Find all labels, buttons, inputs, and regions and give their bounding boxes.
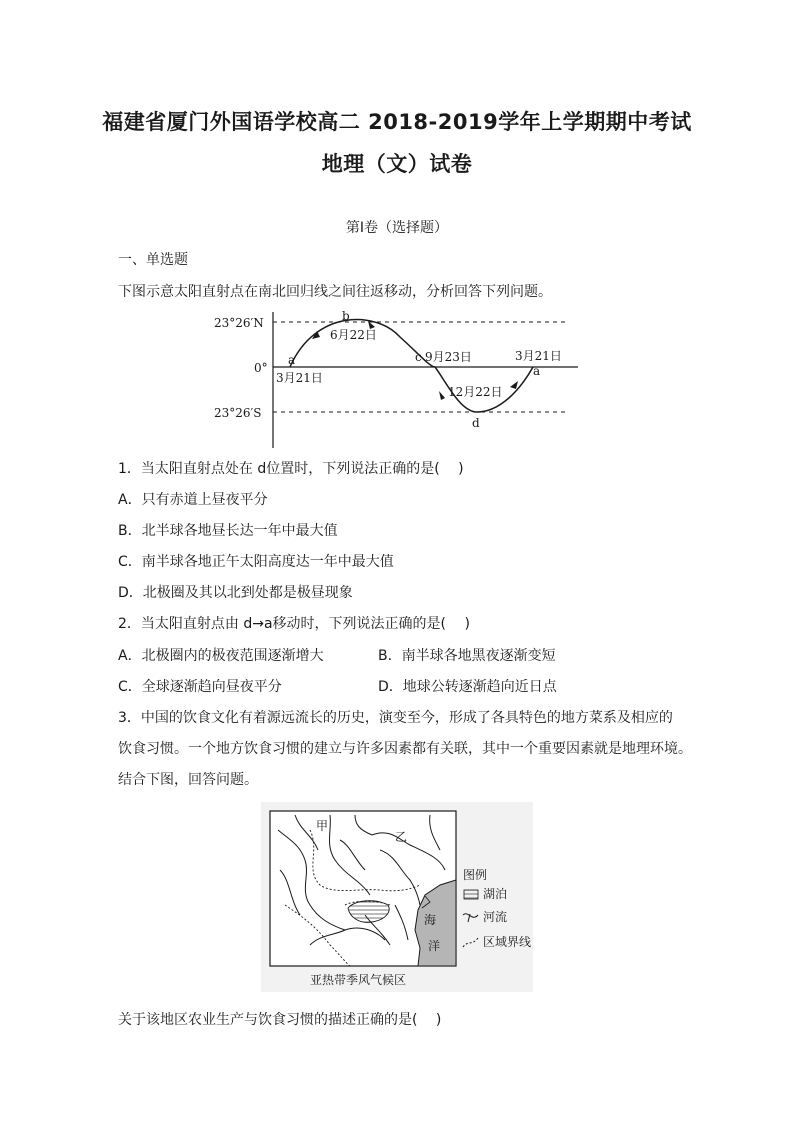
legend-river-label: 河流 xyxy=(483,910,508,924)
q1-option-b: B．北半球各地昼长达一年中最大值 xyxy=(118,523,338,539)
q2-option-a: A．北极圈内的极夜范围逐渐增大 xyxy=(118,648,324,664)
date-c-label: 9月23日 xyxy=(425,350,472,364)
legend-lake-icon xyxy=(464,890,478,899)
q1-option-a: A．只有赤道上昼夜平分 xyxy=(118,492,268,508)
point-d-label: d xyxy=(472,416,480,430)
part-title: 一、单选题 xyxy=(118,252,188,268)
legend-lake-label: 湖泊 xyxy=(483,887,508,901)
region-yi-label: 乙 xyxy=(395,830,408,844)
date-a-label: 3月21日 xyxy=(276,371,323,385)
q2-option-c: C．全球逐渐趋向昼夜平分 xyxy=(118,679,282,695)
date-d-label: 12月22日 xyxy=(448,385,503,399)
q2-stem: 2．当太阳直射点由 d→a移动时，下列说法正确的是( ) xyxy=(118,616,470,632)
q2-option-d: D．地球公转逐渐趋向近日点 xyxy=(378,679,557,695)
lat-zero-label: 0° xyxy=(254,361,268,375)
date-a2-label: 3月21日 xyxy=(515,349,562,363)
exam-subtitle: 地理（文）试卷 xyxy=(321,152,473,176)
sea-label-1: 海 xyxy=(424,913,437,927)
exam-title: 福建省厦门外国语学校高二 2018-2019学年上学期期中考试 xyxy=(102,110,692,134)
region-jia-label: 甲 xyxy=(316,819,329,833)
q1-option-c: C．南半球各地正午太阳高度达一年中最大值 xyxy=(118,554,394,570)
lat-north-label: 23°26′N xyxy=(214,316,264,330)
point-a2-label: a xyxy=(533,364,541,378)
q1-option-d: D．北极圈及其以北到处都是极昼现象 xyxy=(118,585,353,601)
point-b-label: b xyxy=(342,309,350,323)
q1-stem: 1．当太阳直射点处在 d位置时，下列说法正确的是( ) xyxy=(118,461,464,477)
map-caption: 亚热带季风气候区 xyxy=(310,973,407,987)
point-a-label: a xyxy=(288,353,296,367)
section-title: 第Ⅰ卷（选择题） xyxy=(345,220,449,236)
q2-option-b: B．南半球各地黑夜逐渐变短 xyxy=(378,648,556,664)
point-c-label: c xyxy=(415,350,422,364)
date-b-label: 6月22日 xyxy=(330,328,377,342)
q3-question: 关于该地区农业生产与饮食习惯的描述正确的是( ) xyxy=(118,1012,442,1028)
intro-text: 下图示意太阳直射点在南北回归线之间往返移动，分析回答下列问题。 xyxy=(118,284,552,300)
legend-title: 图例 xyxy=(463,868,488,882)
q3-text-line3: 结合下图，回答问题。 xyxy=(118,772,258,788)
lat-south-label: 23°26′S xyxy=(214,406,262,420)
q3-text-line1: 3．中国的饮食文化有着源远流长的历史，演变至今，形成了各具特色的地方菜系及相应的 xyxy=(118,710,673,726)
legend-boundary-label: 区域界线 xyxy=(483,935,532,949)
sea-label-2: 洋 xyxy=(428,939,441,953)
q3-text-line2: 饮食习惯。一个地方饮食习惯的建立与许多因素都有关联，其中一个重要因素就是地理环境。 xyxy=(118,741,692,757)
